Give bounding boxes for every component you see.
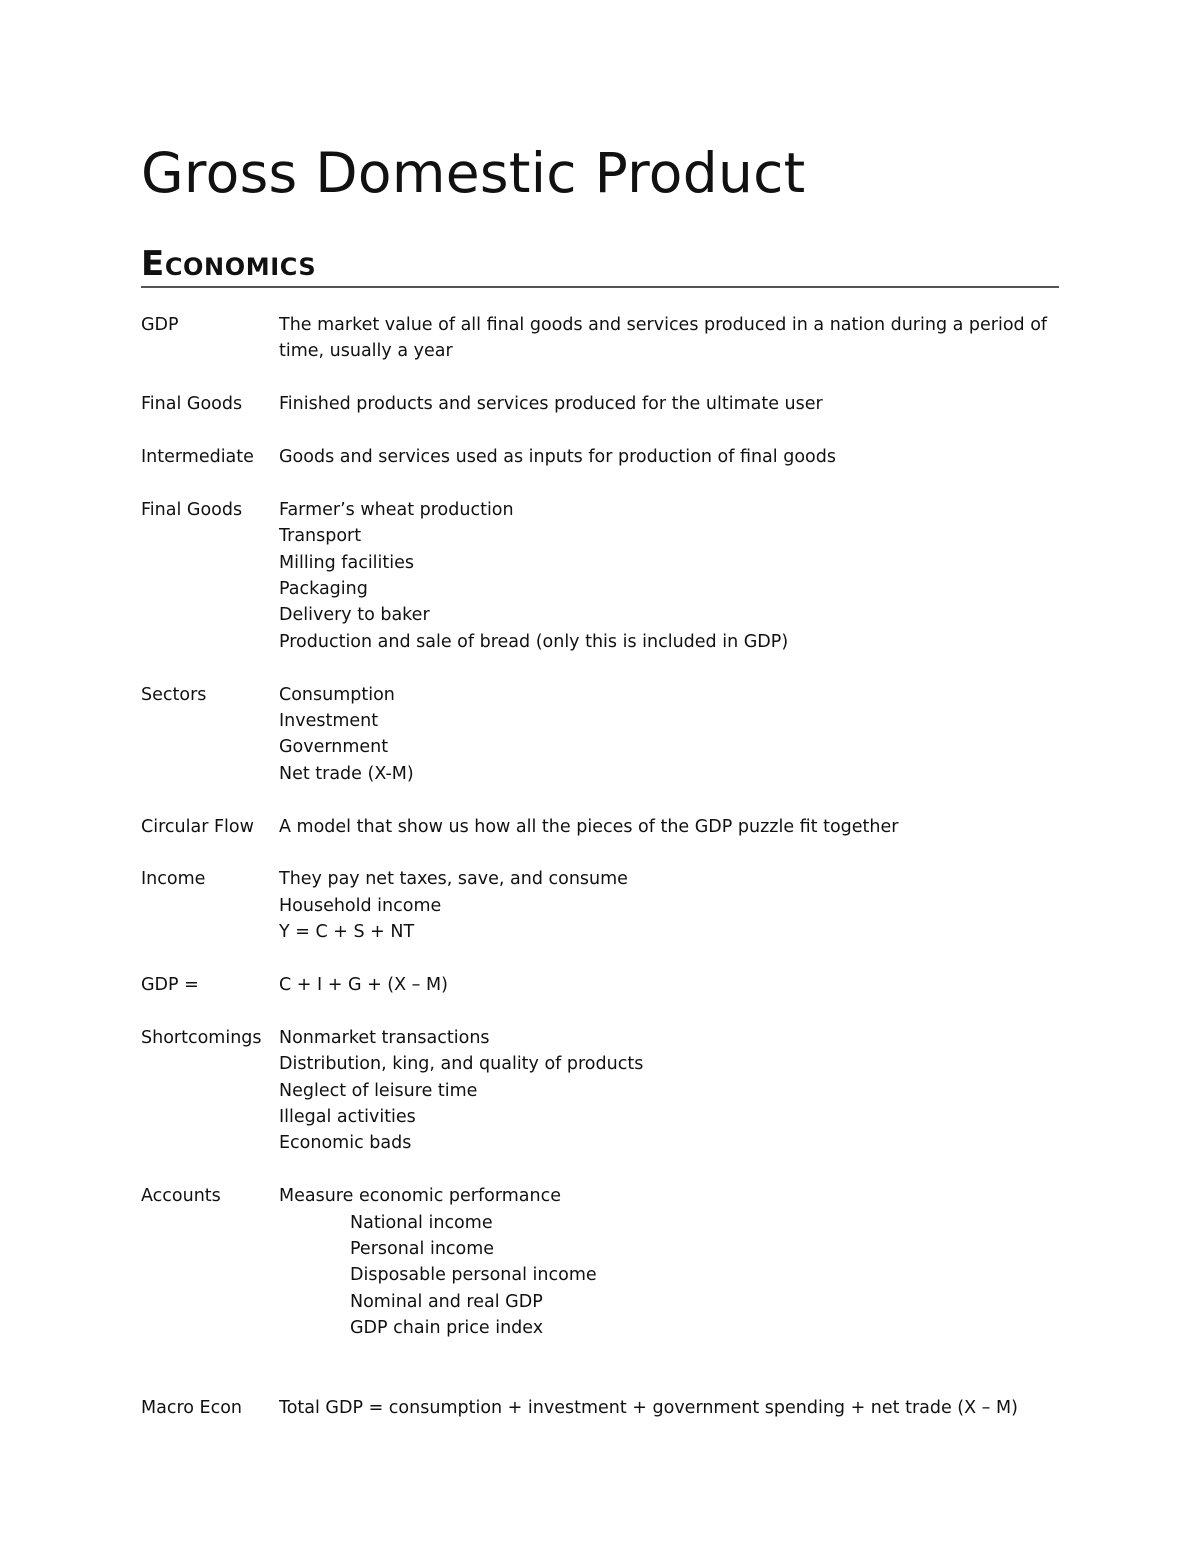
sub-definition-line: Disposable personal income xyxy=(350,1265,597,1286)
entry-definition xyxy=(279,682,1059,788)
definition-line: time, usually a year xyxy=(279,341,453,362)
definition-line: A model that show us how all the pieces of the GDP puzzle fit together xyxy=(279,816,899,837)
document-page xyxy=(141,140,1059,1447)
definition-line: Production and sale of bread (only this is included in GDP) xyxy=(279,631,789,652)
entry-definition xyxy=(279,972,1059,998)
definition-line: They pay net taxes, save, and consume xyxy=(279,869,628,890)
glossary-entry xyxy=(141,1395,1059,1421)
glossary-entry xyxy=(141,391,1059,417)
definition-line: Finished products and services produced for the ultimate user xyxy=(279,394,823,415)
glossary-entry xyxy=(141,866,1059,945)
entry-term: Shortcomings xyxy=(141,1027,262,1048)
document-title: Gross Domestic Product xyxy=(141,141,806,205)
entry-definition xyxy=(279,391,1059,417)
definition-line: Investment xyxy=(279,711,379,732)
entry-term: Income xyxy=(141,869,206,890)
entry-term: Intermediate xyxy=(141,447,254,467)
definition-line: Delivery to baker xyxy=(279,605,430,626)
definition-line: Economic bads xyxy=(279,1133,412,1154)
entry-term: GDP = xyxy=(141,975,199,996)
definition-line: Illegal activities xyxy=(279,1107,416,1128)
definition-line: Distribution, king, and quality of products xyxy=(279,1054,644,1075)
definition-line: Farmer’s wheat production xyxy=(279,499,514,520)
definition-line: Nonmarket transactions xyxy=(279,1027,490,1048)
entry-term: GDP xyxy=(141,315,179,335)
sub-definition-line: Personal income xyxy=(350,1239,495,1260)
entry-definition xyxy=(279,814,1059,840)
glossary-entry xyxy=(141,814,1059,840)
definition-line: The market value of all final goods and services produced in a nation during a period of xyxy=(279,315,1048,335)
entry-definition xyxy=(279,1395,1059,1421)
glossary-list xyxy=(141,312,1059,1421)
entry-definition xyxy=(279,1183,1059,1341)
glossary-entry xyxy=(141,972,1059,998)
definition-line: Government xyxy=(279,737,389,758)
entry-term: Accounts xyxy=(141,1186,221,1207)
definition-line: C + I + G + (X – M) xyxy=(279,975,448,996)
glossary-entry xyxy=(141,1183,1059,1341)
glossary-entry xyxy=(141,497,1059,655)
entry-term: Circular Flow xyxy=(141,816,254,837)
entry-term: Sectors xyxy=(141,684,207,705)
definition-line: Total GDP = consumption + investment + government spending + net trade (X – M) xyxy=(279,1397,1018,1418)
glossary-entry xyxy=(141,682,1059,788)
definition-line: Consumption xyxy=(279,684,395,705)
definition-line: Household income xyxy=(279,895,442,916)
sub-definition-line: Nominal and real GDP xyxy=(350,1291,543,1312)
definition-line: Y = C + S + NT xyxy=(279,922,415,943)
definition-line: Goods and services used as inputs for production of final goods xyxy=(279,447,836,467)
entry-definition xyxy=(279,1025,1059,1157)
glossary-entry xyxy=(141,312,1059,365)
definition-line: Milling facilities xyxy=(279,552,415,573)
entry-definition xyxy=(279,444,1059,470)
entry-definition xyxy=(279,497,1059,655)
sub-definition-line: National income xyxy=(350,1212,493,1233)
definition-line: Net trade (X-M) xyxy=(279,763,414,784)
entry-definition xyxy=(279,312,1059,365)
entry-term: Final Goods xyxy=(141,499,243,520)
entry-term: Final Goods xyxy=(141,394,243,415)
sub-definition-line: GDP chain price index xyxy=(350,1318,544,1339)
section-heading: Economics xyxy=(141,246,1059,288)
definition-line: Measure economic performance xyxy=(279,1186,561,1207)
glossary-entry xyxy=(141,444,1059,470)
definition-line: Packaging xyxy=(279,579,368,600)
definition-line: Transport xyxy=(279,526,362,547)
glossary-entry xyxy=(141,1025,1059,1157)
entry-definition xyxy=(279,866,1059,945)
entry-term: Macro Econ xyxy=(141,1397,243,1418)
definition-line: Neglect of leisure time xyxy=(279,1080,478,1101)
